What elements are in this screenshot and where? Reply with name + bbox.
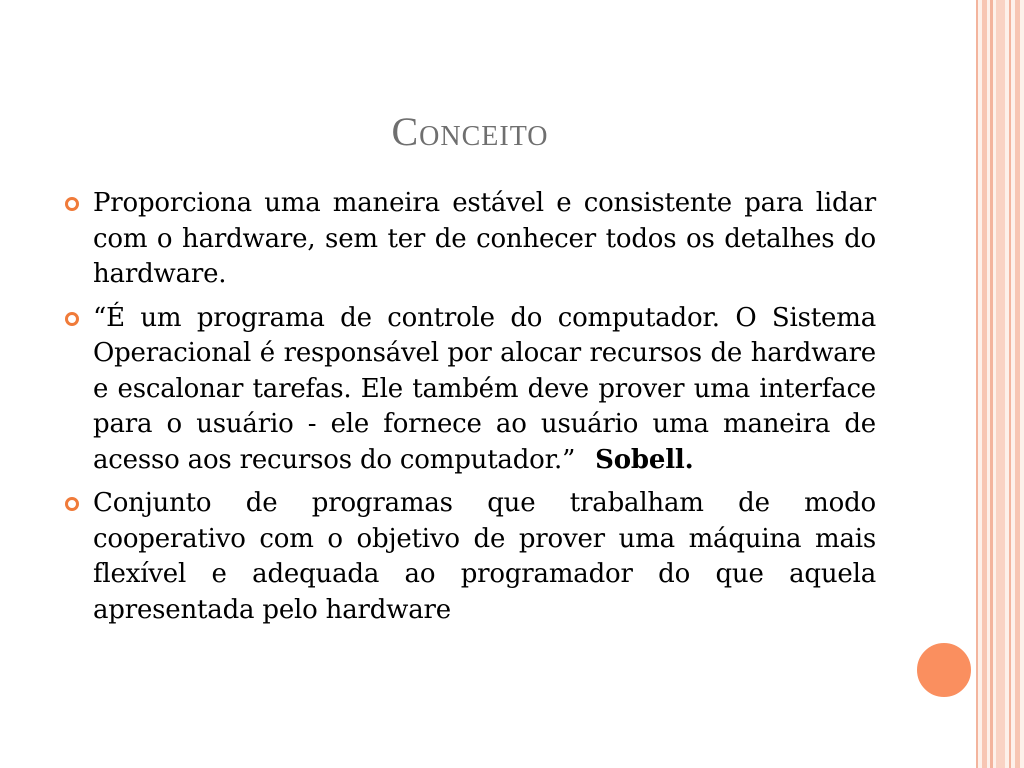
bullet-text: Proporciona uma maneira estável e consistente para lidar com o hardware, sem ter de conhecer todos os detalhes do hardware.	[93, 188, 876, 289]
ring-bullet-icon	[65, 197, 79, 211]
frame-stripe	[996, 0, 1005, 768]
ring-bullet-icon	[65, 312, 79, 326]
ring-bullet-icon	[65, 497, 79, 511]
bullet-item	[60, 486, 876, 628]
frame-stripe	[976, 0, 978, 768]
quote-attribution: Sobell.	[595, 444, 694, 475]
frame-stripe	[1015, 0, 1020, 768]
slide-title: Conceito	[391, 109, 549, 154]
bullet-list	[60, 186, 876, 636]
bullet-text: Conjunto de programas que trabalham de modo cooperativo com o objetivo de prover uma máquina mais flexível e adequada ao programador do que aquela apresentada pelo hardware	[93, 488, 876, 625]
frame-stripe	[1009, 0, 1011, 768]
decorative-circle-icon	[914, 640, 974, 700]
bullet-item	[60, 301, 876, 479]
frame-stripe	[982, 0, 987, 768]
bullet-item	[60, 186, 876, 293]
frame-stripe	[990, 0, 993, 768]
bullet-text: “É um programa de controle do computador. O Sistema Operacional é responsável por alocar recursos de hardware e escalonar tarefas. Ele também deve prover uma interface para o usuário - ele fornece ao usuário uma maneira de acesso aos recursos do computador.”	[93, 302, 876, 475]
